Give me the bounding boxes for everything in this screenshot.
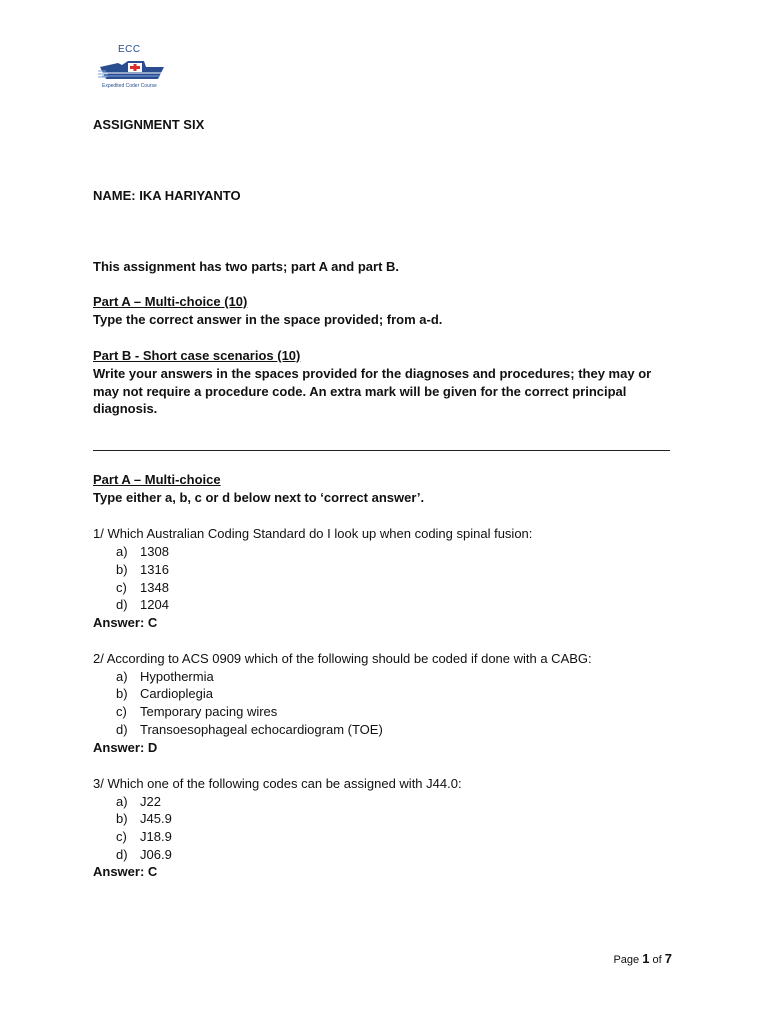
part-b-instruction-line-2: may not require a procedure code. An extra mark will be given for the correct principal [93, 384, 627, 399]
option-letter: a) [116, 794, 128, 809]
ship-logo-icon [98, 53, 172, 83]
part-a-heading: Part A – Multi-choice (10) [93, 294, 248, 309]
option-letter: d) [116, 722, 128, 737]
page-label: Page [613, 954, 640, 966]
option-letter: b) [116, 686, 128, 701]
ecc-logo [98, 44, 172, 92]
section-a-heading: Part A – Multi-choice [93, 472, 221, 487]
option-letter: d) [116, 597, 128, 612]
option-letter: d) [116, 847, 128, 862]
option-text: Transoesophageal echocardiogram (TOE) [140, 722, 383, 737]
option-text: J45.9 [140, 811, 172, 826]
question-2-answer: Answer: D [93, 740, 158, 755]
logo-abbreviation: ECC [118, 44, 141, 55]
student-name: NAME: IKA HARIYANTO [93, 188, 241, 203]
option-text: 1348 [140, 580, 169, 595]
question-3-answer: Answer: C [93, 864, 158, 879]
question-3: 3/ Which one of the following codes can be assigned with J44.0: [93, 776, 462, 791]
part-b-heading: Part B - Short case scenarios (10) [93, 348, 301, 363]
option-text: Temporary pacing wires [140, 704, 278, 719]
assignment-overview: This assignment has two parts; part A and part B. [93, 259, 400, 274]
option-text: J06.9 [140, 847, 172, 862]
option-text: Cardioplegia [140, 686, 213, 701]
option-letter: c) [116, 829, 127, 844]
option-text: J18.9 [140, 829, 172, 844]
option-letter: c) [116, 704, 127, 719]
total-pages: 7 [664, 951, 672, 966]
current-page: 1 [642, 951, 650, 966]
option-letter: c) [116, 580, 127, 595]
question-1-answer: Answer: C [93, 615, 158, 630]
part-b-instruction-line-3: diagnosis. [93, 401, 158, 416]
question-2: 2/ According to ACS 0909 which of the following should be coded if done with a CABG: [93, 651, 592, 666]
option-text: 1308 [140, 544, 169, 559]
logo-tagline: Expedited Coder Course [102, 83, 157, 89]
page-number [613, 951, 672, 966]
part-a-instruction: Type the correct answer in the space provided; from a-d. [93, 312, 443, 327]
option-letter: a) [116, 669, 128, 684]
part-b-instruction-line-1: Write your answers in the spaces provided for the diagnoses and procedures; they may or [93, 366, 652, 381]
option-letter: b) [116, 562, 128, 577]
assignment-title: ASSIGNMENT SIX [93, 117, 205, 132]
option-text: J22 [140, 794, 161, 809]
option-text: 1316 [140, 562, 169, 577]
question-1: 1/ Which Australian Coding Standard do I look up when coding spinal fusion: [93, 526, 533, 541]
of-label: of [652, 954, 662, 966]
option-letter: a) [116, 544, 128, 559]
option-text: 1204 [140, 597, 169, 612]
option-letter: b) [116, 811, 128, 826]
section-divider [93, 450, 670, 451]
option-text: Hypothermia [140, 669, 214, 684]
section-a-instruction: Type either a, b, c or d below next to ‘correct answer’. [93, 490, 425, 505]
